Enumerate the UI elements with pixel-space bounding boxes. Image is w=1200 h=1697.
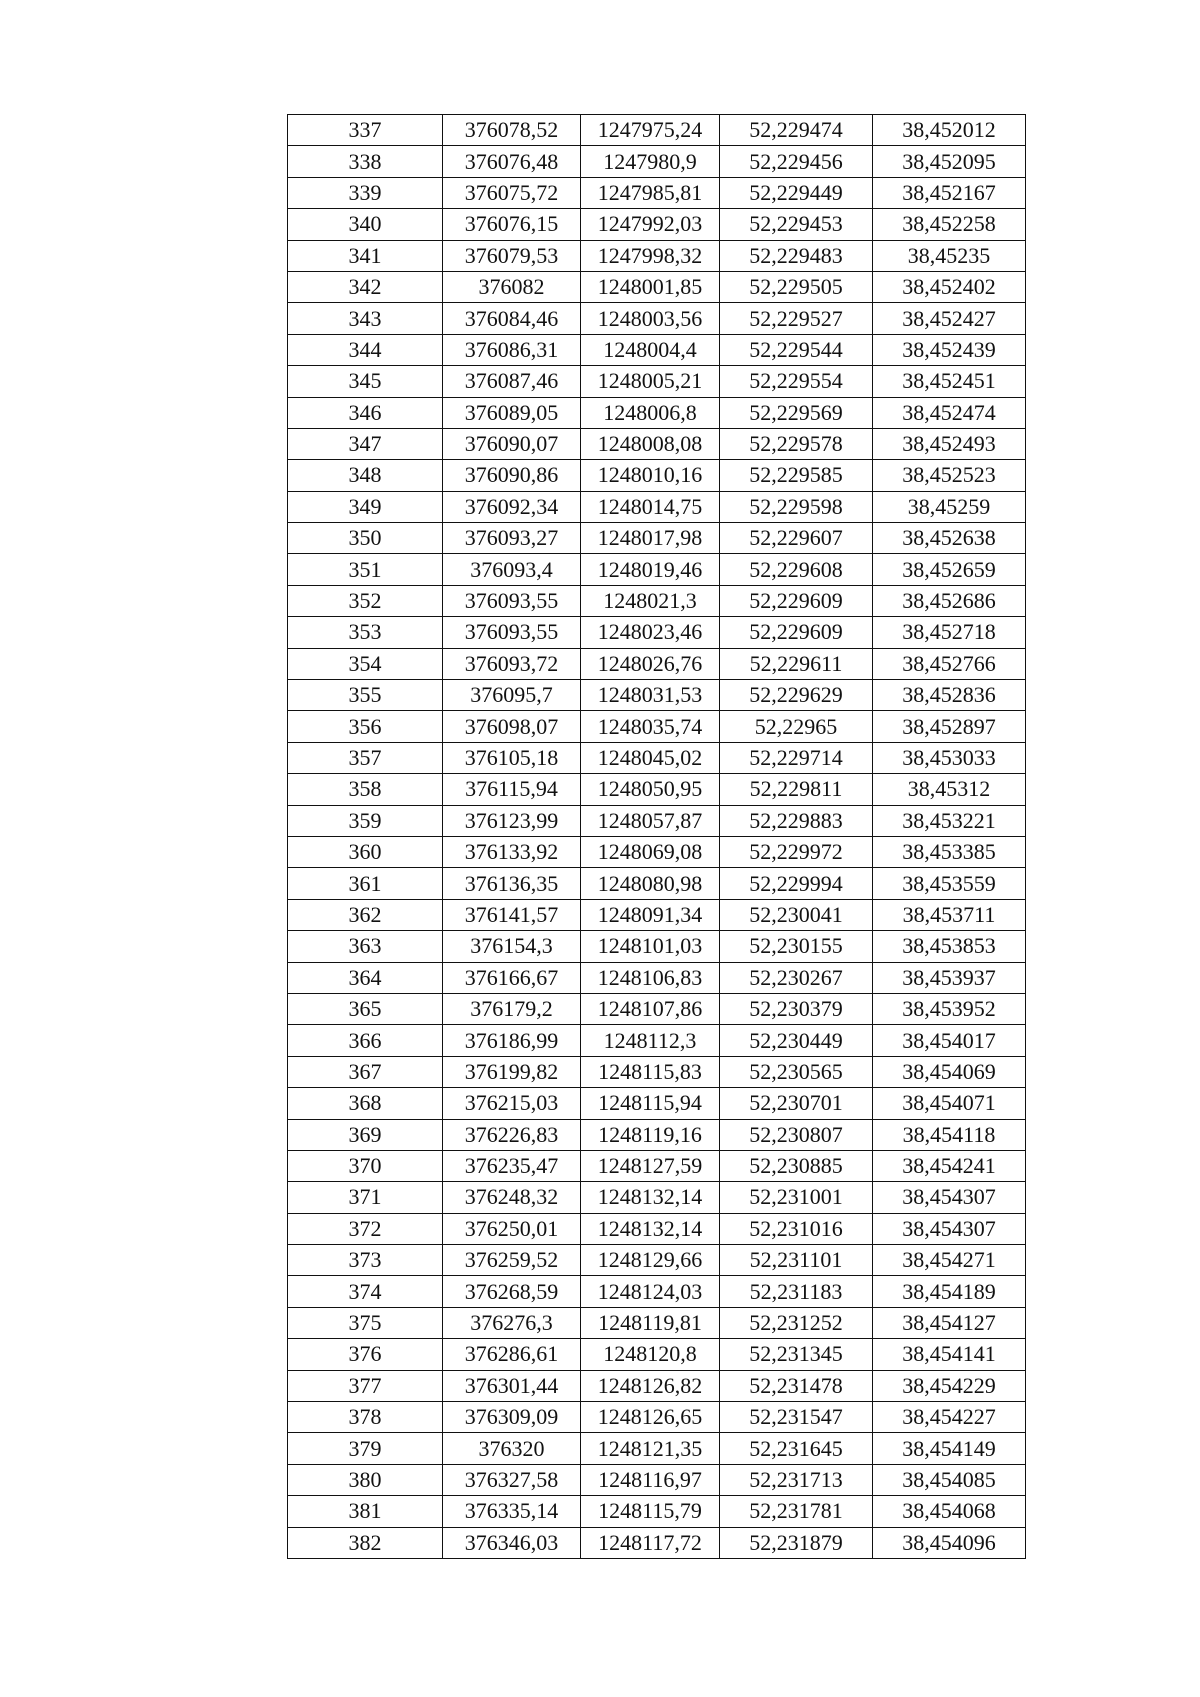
- point-number-cell: 342: [288, 271, 443, 302]
- point-number-cell: 352: [288, 585, 443, 616]
- latitude-cell: 52,229554: [720, 366, 873, 397]
- y-coordinate-cell: 1248026,76: [581, 648, 720, 679]
- x-coordinate-cell: 376079,53: [443, 240, 581, 271]
- y-coordinate-cell: 1248045,02: [581, 742, 720, 773]
- x-coordinate-cell: 376078,52: [443, 115, 581, 146]
- longitude-cell: 38,452258: [873, 209, 1026, 240]
- longitude-cell: 38,452493: [873, 428, 1026, 459]
- y-coordinate-cell: 1248126,65: [581, 1402, 720, 1433]
- longitude-cell: 38,452523: [873, 460, 1026, 491]
- point-number-cell: 377: [288, 1370, 443, 1401]
- latitude-cell: 52,231478: [720, 1370, 873, 1401]
- point-number-cell: 376: [288, 1339, 443, 1370]
- longitude-cell: 38,454085: [873, 1464, 1026, 1495]
- y-coordinate-cell: 1248115,83: [581, 1056, 720, 1087]
- y-coordinate-cell: 1248121,35: [581, 1433, 720, 1464]
- y-coordinate-cell: 1248010,16: [581, 460, 720, 491]
- longitude-cell: 38,452766: [873, 648, 1026, 679]
- y-coordinate-cell: 1248005,21: [581, 366, 720, 397]
- x-coordinate-cell: 376136,35: [443, 868, 581, 899]
- x-coordinate-cell: 376090,86: [443, 460, 581, 491]
- latitude-cell: 52,231547: [720, 1402, 873, 1433]
- longitude-cell: 38,454307: [873, 1182, 1026, 1213]
- table-row: [288, 1213, 1026, 1244]
- x-coordinate-cell: 376199,82: [443, 1056, 581, 1087]
- point-number-cell: 372: [288, 1213, 443, 1244]
- point-number-cell: 359: [288, 805, 443, 836]
- y-coordinate-cell: 1248117,72: [581, 1527, 720, 1558]
- x-coordinate-cell: 376098,07: [443, 711, 581, 742]
- x-coordinate-cell: 376179,2: [443, 993, 581, 1024]
- table-row: [288, 366, 1026, 397]
- point-number-cell: 368: [288, 1088, 443, 1119]
- x-coordinate-cell: 376215,03: [443, 1088, 581, 1119]
- longitude-cell: 38,454189: [873, 1276, 1026, 1307]
- point-number-cell: 373: [288, 1245, 443, 1276]
- point-number-cell: 351: [288, 554, 443, 585]
- x-coordinate-cell: 376092,34: [443, 491, 581, 522]
- point-number-cell: 367: [288, 1056, 443, 1087]
- table-row: [288, 617, 1026, 648]
- point-number-cell: 360: [288, 836, 443, 867]
- latitude-cell: 52,230041: [720, 899, 873, 930]
- longitude-cell: 38,454149: [873, 1433, 1026, 1464]
- latitude-cell: 52,231345: [720, 1339, 873, 1370]
- latitude-cell: 52,231879: [720, 1527, 873, 1558]
- y-coordinate-cell: 1248119,16: [581, 1119, 720, 1150]
- y-coordinate-cell: 1248126,82: [581, 1370, 720, 1401]
- table-row: [288, 146, 1026, 177]
- longitude-cell: 38,452718: [873, 617, 1026, 648]
- point-number-cell: 341: [288, 240, 443, 271]
- point-number-cell: 364: [288, 962, 443, 993]
- table-row: [288, 1339, 1026, 1370]
- table-row: [288, 1433, 1026, 1464]
- table-row: [288, 271, 1026, 302]
- y-coordinate-cell: 1248031,53: [581, 680, 720, 711]
- latitude-cell: 52,230155: [720, 931, 873, 962]
- table-row: [288, 177, 1026, 208]
- y-coordinate-cell: 1248101,03: [581, 931, 720, 962]
- latitude-cell: 52,229607: [720, 523, 873, 554]
- y-coordinate-cell: 1248132,14: [581, 1182, 720, 1213]
- y-coordinate-cell: 1248112,3: [581, 1025, 720, 1056]
- longitude-cell: 38,453711: [873, 899, 1026, 930]
- point-number-cell: 375: [288, 1307, 443, 1338]
- x-coordinate-cell: 376093,55: [443, 617, 581, 648]
- table-row: [288, 993, 1026, 1024]
- longitude-cell: 38,454118: [873, 1119, 1026, 1150]
- x-coordinate-cell: 376235,47: [443, 1150, 581, 1181]
- longitude-cell: 38,454096: [873, 1527, 1026, 1558]
- point-number-cell: 362: [288, 899, 443, 930]
- x-coordinate-cell: 376087,46: [443, 366, 581, 397]
- longitude-cell: 38,453937: [873, 962, 1026, 993]
- longitude-cell: 38,452897: [873, 711, 1026, 742]
- point-number-cell: 354: [288, 648, 443, 679]
- x-coordinate-cell: 376320: [443, 1433, 581, 1464]
- y-coordinate-cell: 1248107,86: [581, 993, 720, 1024]
- longitude-cell: 38,452439: [873, 334, 1026, 365]
- table-row: [288, 1088, 1026, 1119]
- table-row: [288, 774, 1026, 805]
- longitude-cell: 38,452638: [873, 523, 1026, 554]
- latitude-cell: 52,229883: [720, 805, 873, 836]
- latitude-cell: 52,231101: [720, 1245, 873, 1276]
- y-coordinate-cell: 1248023,46: [581, 617, 720, 648]
- longitude-cell: 38,454307: [873, 1213, 1026, 1244]
- latitude-cell: 52,229569: [720, 397, 873, 428]
- latitude-cell: 52,229608: [720, 554, 873, 585]
- point-number-cell: 366: [288, 1025, 443, 1056]
- coordinates-table-body: [288, 115, 1026, 1559]
- latitude-cell: 52,231183: [720, 1276, 873, 1307]
- point-number-cell: 370: [288, 1150, 443, 1181]
- point-number-cell: 374: [288, 1276, 443, 1307]
- point-number-cell: 382: [288, 1527, 443, 1558]
- latitude-cell: 52,229811: [720, 774, 873, 805]
- point-number-cell: 340: [288, 209, 443, 240]
- x-coordinate-cell: 376082: [443, 271, 581, 302]
- point-number-cell: 356: [288, 711, 443, 742]
- x-coordinate-cell: 376090,07: [443, 428, 581, 459]
- latitude-cell: 52,230701: [720, 1088, 873, 1119]
- longitude-cell: 38,453952: [873, 993, 1026, 1024]
- y-coordinate-cell: 1248004,4: [581, 334, 720, 365]
- table-row: [288, 209, 1026, 240]
- y-coordinate-cell: 1248017,98: [581, 523, 720, 554]
- table-row: [288, 680, 1026, 711]
- y-coordinate-cell: 1248050,95: [581, 774, 720, 805]
- longitude-cell: 38,454017: [873, 1025, 1026, 1056]
- table-row: [288, 1276, 1026, 1307]
- x-coordinate-cell: 376105,18: [443, 742, 581, 773]
- table-row: [288, 1402, 1026, 1433]
- y-coordinate-cell: 1248080,98: [581, 868, 720, 899]
- latitude-cell: 52,231001: [720, 1182, 873, 1213]
- point-number-cell: 378: [288, 1402, 443, 1433]
- table-row: [288, 554, 1026, 585]
- x-coordinate-cell: 376154,3: [443, 931, 581, 962]
- point-number-cell: 357: [288, 742, 443, 773]
- table-row: [288, 1527, 1026, 1558]
- latitude-cell: 52,230449: [720, 1025, 873, 1056]
- latitude-cell: 52,229972: [720, 836, 873, 867]
- x-coordinate-cell: 376086,31: [443, 334, 581, 365]
- point-number-cell: 348: [288, 460, 443, 491]
- x-coordinate-cell: 376093,27: [443, 523, 581, 554]
- x-coordinate-cell: 376123,99: [443, 805, 581, 836]
- latitude-cell: 52,229456: [720, 146, 873, 177]
- table-row: [288, 868, 1026, 899]
- y-coordinate-cell: 1248008,08: [581, 428, 720, 459]
- x-coordinate-cell: 376093,72: [443, 648, 581, 679]
- longitude-cell: 38,45235: [873, 240, 1026, 271]
- table-row: [288, 1370, 1026, 1401]
- longitude-cell: 38,454141: [873, 1339, 1026, 1370]
- table-row: [288, 240, 1026, 271]
- latitude-cell: 52,229544: [720, 334, 873, 365]
- table-row: [288, 805, 1026, 836]
- longitude-cell: 38,453033: [873, 742, 1026, 773]
- point-number-cell: 380: [288, 1464, 443, 1495]
- latitude-cell: 52,230267: [720, 962, 873, 993]
- latitude-cell: 52,229505: [720, 271, 873, 302]
- point-number-cell: 369: [288, 1119, 443, 1150]
- y-coordinate-cell: 1248120,8: [581, 1339, 720, 1370]
- table-row: [288, 523, 1026, 554]
- table-row: [288, 460, 1026, 491]
- point-number-cell: 361: [288, 868, 443, 899]
- point-number-cell: 358: [288, 774, 443, 805]
- point-number-cell: 347: [288, 428, 443, 459]
- y-coordinate-cell: 1247998,32: [581, 240, 720, 271]
- table-row: [288, 1182, 1026, 1213]
- point-number-cell: 344: [288, 334, 443, 365]
- x-coordinate-cell: 376115,94: [443, 774, 581, 805]
- table-row: [288, 397, 1026, 428]
- longitude-cell: 38,452659: [873, 554, 1026, 585]
- table-row: [288, 491, 1026, 522]
- table-row: [288, 1119, 1026, 1150]
- latitude-cell: 52,229585: [720, 460, 873, 491]
- x-coordinate-cell: 376141,57: [443, 899, 581, 930]
- y-coordinate-cell: 1248091,34: [581, 899, 720, 930]
- y-coordinate-cell: 1248116,97: [581, 1464, 720, 1495]
- x-coordinate-cell: 376089,05: [443, 397, 581, 428]
- x-coordinate-cell: 376259,52: [443, 1245, 581, 1276]
- table-row: [288, 648, 1026, 679]
- x-coordinate-cell: 376075,72: [443, 177, 581, 208]
- latitude-cell: 52,229629: [720, 680, 873, 711]
- x-coordinate-cell: 376276,3: [443, 1307, 581, 1338]
- x-coordinate-cell: 376268,59: [443, 1276, 581, 1307]
- longitude-cell: 38,453221: [873, 805, 1026, 836]
- x-coordinate-cell: 376076,15: [443, 209, 581, 240]
- table-row: [288, 962, 1026, 993]
- point-number-cell: 381: [288, 1496, 443, 1527]
- longitude-cell: 38,454241: [873, 1150, 1026, 1181]
- x-coordinate-cell: 376186,99: [443, 1025, 581, 1056]
- latitude-cell: 52,229527: [720, 303, 873, 334]
- x-coordinate-cell: 376093,55: [443, 585, 581, 616]
- latitude-cell: 52,229449: [720, 177, 873, 208]
- y-coordinate-cell: 1248119,81: [581, 1307, 720, 1338]
- table-row: [288, 836, 1026, 867]
- longitude-cell: 38,452451: [873, 366, 1026, 397]
- latitude-cell: 52,229598: [720, 491, 873, 522]
- x-coordinate-cell: 376250,01: [443, 1213, 581, 1244]
- x-coordinate-cell: 376309,09: [443, 1402, 581, 1433]
- coordinates-table: [287, 114, 1026, 1559]
- latitude-cell: 52,229453: [720, 209, 873, 240]
- y-coordinate-cell: 1248057,87: [581, 805, 720, 836]
- x-coordinate-cell: 376346,03: [443, 1527, 581, 1558]
- longitude-cell: 38,453385: [873, 836, 1026, 867]
- point-number-cell: 353: [288, 617, 443, 648]
- latitude-cell: 52,231713: [720, 1464, 873, 1495]
- table-row: [288, 428, 1026, 459]
- y-coordinate-cell: 1248129,66: [581, 1245, 720, 1276]
- point-number-cell: 345: [288, 366, 443, 397]
- point-number-cell: 349: [288, 491, 443, 522]
- x-coordinate-cell: 376301,44: [443, 1370, 581, 1401]
- latitude-cell: 52,231252: [720, 1307, 873, 1338]
- latitude-cell: 52,229609: [720, 617, 873, 648]
- y-coordinate-cell: 1248132,14: [581, 1213, 720, 1244]
- table-row: [288, 899, 1026, 930]
- y-coordinate-cell: 1247975,24: [581, 115, 720, 146]
- longitude-cell: 38,452095: [873, 146, 1026, 177]
- table-row: [288, 1056, 1026, 1087]
- point-number-cell: 355: [288, 680, 443, 711]
- x-coordinate-cell: 376327,58: [443, 1464, 581, 1495]
- longitude-cell: 38,452836: [873, 680, 1026, 711]
- longitude-cell: 38,454229: [873, 1370, 1026, 1401]
- point-number-cell: 338: [288, 146, 443, 177]
- latitude-cell: 52,229483: [720, 240, 873, 271]
- y-coordinate-cell: 1248115,94: [581, 1088, 720, 1119]
- point-number-cell: 346: [288, 397, 443, 428]
- x-coordinate-cell: 376286,61: [443, 1339, 581, 1370]
- longitude-cell: 38,454071: [873, 1088, 1026, 1119]
- x-coordinate-cell: 376166,67: [443, 962, 581, 993]
- table-row: [288, 334, 1026, 365]
- x-coordinate-cell: 376095,7: [443, 680, 581, 711]
- y-coordinate-cell: 1248069,08: [581, 836, 720, 867]
- point-number-cell: 379: [288, 1433, 443, 1464]
- y-coordinate-cell: 1248014,75: [581, 491, 720, 522]
- table-row: [288, 1496, 1026, 1527]
- y-coordinate-cell: 1248124,03: [581, 1276, 720, 1307]
- latitude-cell: 52,230885: [720, 1150, 873, 1181]
- latitude-cell: 52,230379: [720, 993, 873, 1024]
- table-row: [288, 742, 1026, 773]
- longitude-cell: 38,453559: [873, 868, 1026, 899]
- y-coordinate-cell: 1248021,3: [581, 585, 720, 616]
- longitude-cell: 38,452012: [873, 115, 1026, 146]
- point-number-cell: 371: [288, 1182, 443, 1213]
- table-row: [288, 1025, 1026, 1056]
- y-coordinate-cell: 1248001,85: [581, 271, 720, 302]
- table-row: [288, 1464, 1026, 1495]
- y-coordinate-cell: 1247992,03: [581, 209, 720, 240]
- longitude-cell: 38,452686: [873, 585, 1026, 616]
- y-coordinate-cell: 1248127,59: [581, 1150, 720, 1181]
- table-row: [288, 1150, 1026, 1181]
- y-coordinate-cell: 1248019,46: [581, 554, 720, 585]
- longitude-cell: 38,454227: [873, 1402, 1026, 1433]
- table-row: [288, 1307, 1026, 1338]
- longitude-cell: 38,454068: [873, 1496, 1026, 1527]
- point-number-cell: 339: [288, 177, 443, 208]
- latitude-cell: 52,229714: [720, 742, 873, 773]
- longitude-cell: 38,452474: [873, 397, 1026, 428]
- latitude-cell: 52,229611: [720, 648, 873, 679]
- latitude-cell: 52,22965: [720, 711, 873, 742]
- x-coordinate-cell: 376335,14: [443, 1496, 581, 1527]
- y-coordinate-cell: 1248106,83: [581, 962, 720, 993]
- y-coordinate-cell: 1248006,8: [581, 397, 720, 428]
- latitude-cell: 52,231645: [720, 1433, 873, 1464]
- table-row: [288, 303, 1026, 334]
- point-number-cell: 363: [288, 931, 443, 962]
- y-coordinate-cell: 1248115,79: [581, 1496, 720, 1527]
- longitude-cell: 38,452167: [873, 177, 1026, 208]
- x-coordinate-cell: 376084,46: [443, 303, 581, 334]
- x-coordinate-cell: 376248,32: [443, 1182, 581, 1213]
- longitude-cell: 38,454127: [873, 1307, 1026, 1338]
- point-number-cell: 343: [288, 303, 443, 334]
- x-coordinate-cell: 376133,92: [443, 836, 581, 867]
- point-number-cell: 365: [288, 993, 443, 1024]
- longitude-cell: 38,454069: [873, 1056, 1026, 1087]
- table-row: [288, 931, 1026, 962]
- latitude-cell: 52,229609: [720, 585, 873, 616]
- y-coordinate-cell: 1248035,74: [581, 711, 720, 742]
- latitude-cell: 52,229994: [720, 868, 873, 899]
- table-row: [288, 1245, 1026, 1276]
- table-row: [288, 115, 1026, 146]
- longitude-cell: 38,45259: [873, 491, 1026, 522]
- longitude-cell: 38,452402: [873, 271, 1026, 302]
- y-coordinate-cell: 1247985,81: [581, 177, 720, 208]
- latitude-cell: 52,230565: [720, 1056, 873, 1087]
- latitude-cell: 52,230807: [720, 1119, 873, 1150]
- longitude-cell: 38,45312: [873, 774, 1026, 805]
- latitude-cell: 52,231781: [720, 1496, 873, 1527]
- y-coordinate-cell: 1247980,9: [581, 146, 720, 177]
- latitude-cell: 52,229578: [720, 428, 873, 459]
- point-number-cell: 350: [288, 523, 443, 554]
- y-coordinate-cell: 1248003,56: [581, 303, 720, 334]
- latitude-cell: 52,231016: [720, 1213, 873, 1244]
- latitude-cell: 52,229474: [720, 115, 873, 146]
- point-number-cell: 337: [288, 115, 443, 146]
- table-row: [288, 585, 1026, 616]
- x-coordinate-cell: 376076,48: [443, 146, 581, 177]
- longitude-cell: 38,452427: [873, 303, 1026, 334]
- longitude-cell: 38,454271: [873, 1245, 1026, 1276]
- table-row: [288, 711, 1026, 742]
- longitude-cell: 38,453853: [873, 931, 1026, 962]
- x-coordinate-cell: 376093,4: [443, 554, 581, 585]
- x-coordinate-cell: 376226,83: [443, 1119, 581, 1150]
